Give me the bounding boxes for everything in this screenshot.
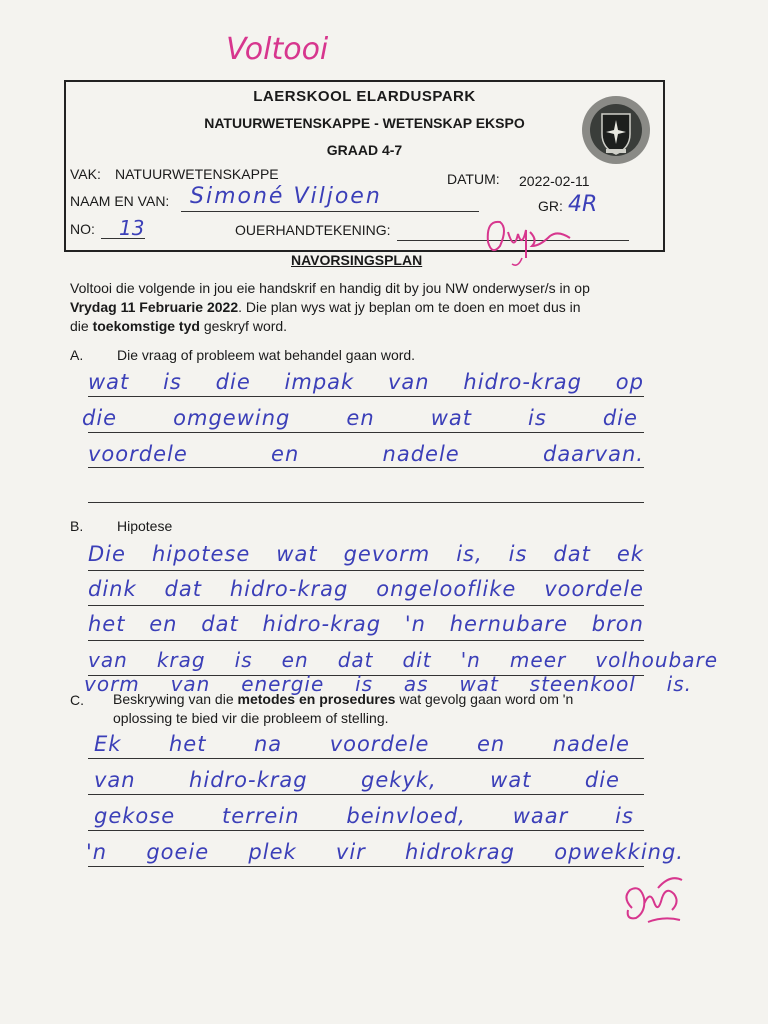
name-value: Simoné Viljoen <box>190 184 382 209</box>
section-c-rule-1 <box>88 758 644 759</box>
handwritten-word: van <box>94 768 136 792</box>
section-c-answer-line-2 <box>94 768 620 792</box>
section-c-answer-line-3 <box>94 804 634 828</box>
handwritten-word: Die <box>88 542 126 566</box>
name-line <box>181 211 479 212</box>
handwritten-word: is <box>163 370 182 394</box>
handwritten-word: van <box>88 648 128 672</box>
section-a-rule-3 <box>88 467 644 468</box>
handwritten-word: hidrokrag <box>405 840 515 864</box>
parent-signature-label: OUERHANDTEKENING: <box>235 222 391 238</box>
handwritten-word: en <box>476 732 506 756</box>
handwritten-word: van <box>170 672 211 696</box>
number-value: 13 <box>119 216 145 240</box>
handwritten-word: voordele <box>329 732 430 756</box>
handwritten-word: die <box>584 768 620 792</box>
handwritten-word: is, <box>456 542 483 566</box>
handwritten-word: is. <box>666 672 692 696</box>
subject-value: NATUURWETENSKAPPE <box>115 166 279 182</box>
handwritten-word: is <box>615 804 634 828</box>
handwritten-word: goeie <box>146 840 210 864</box>
handwritten-word: gekose <box>94 804 176 828</box>
section-a-prompt: Die vraag of probleem wat behandel gaan word. <box>117 347 416 363</box>
school-crest-icon <box>580 94 652 166</box>
handwritten-word: dink <box>88 577 137 601</box>
handwritten-word: het <box>168 732 207 756</box>
handwritten-word: omgewing <box>173 406 291 430</box>
intro-line-3-start: die <box>70 318 93 334</box>
section-b-answer-line-2 <box>88 577 644 601</box>
intro-line-3-end: geskryf word. <box>199 318 288 334</box>
handwritten-word: en <box>271 442 300 466</box>
handwritten-word: hidro-krag <box>463 370 582 394</box>
section-c-prompt-bold: metodes en prosedures <box>237 691 396 707</box>
handwritten-word: wat <box>430 406 472 430</box>
handwritten-word: dat <box>164 577 202 601</box>
handwritten-word: nadele <box>552 732 630 756</box>
handwritten-word: voordele <box>544 577 644 601</box>
date-value: 2022-02-11 <box>519 173 590 189</box>
handwritten-word: is <box>355 672 374 696</box>
section-a-answer-line-3 <box>88 442 644 466</box>
plan-title: NAVORSINGSPLAN <box>291 252 423 268</box>
handwritten-word: steenkool <box>529 672 636 696</box>
section-c-rule-3 <box>88 830 644 831</box>
handwritten-word: plek <box>248 840 297 864</box>
handwritten-word: hernubare <box>449 612 568 636</box>
handwritten-word: 'n <box>460 648 481 672</box>
handwritten-word: gekyk, <box>361 768 437 792</box>
grade-range: GRAAD 4-7 <box>326 142 403 158</box>
handwritten-word: en <box>346 406 375 430</box>
handwritten-word: krag <box>156 648 206 672</box>
handwritten-word: die <box>602 406 638 430</box>
teacher-initials-icon <box>618 868 698 938</box>
handwritten-word: is <box>234 648 253 672</box>
handwritten-word: terrein <box>222 804 300 828</box>
intro-line-1: Voltooi die volgende in jou eie handskrif en handig dit by jou NW onderwyser/s in op <box>70 280 590 296</box>
section-a-rule-1 <box>88 396 644 397</box>
handwritten-word: wat <box>88 370 130 394</box>
handwritten-word: is <box>528 406 547 430</box>
grade-label: GR: <box>538 198 563 214</box>
number-label: NO: <box>70 221 95 237</box>
section-a-rule-4 <box>88 502 644 503</box>
handwritten-word: wat <box>490 768 532 792</box>
top-note: Voltooi <box>226 32 329 67</box>
handwritten-word: dat <box>201 612 239 636</box>
handwritten-word: daarvan. <box>542 442 644 466</box>
handwritten-word: Ek <box>94 732 122 756</box>
handwritten-word: wat <box>459 672 499 696</box>
parent-signature-icon <box>478 212 578 272</box>
handwritten-word: wat <box>276 542 318 566</box>
intro-future-tense: toekomstige tyd <box>92 318 200 334</box>
section-b-letter: B. <box>70 518 84 534</box>
handwritten-word: dat <box>553 542 591 566</box>
section-c-rule-4 <box>88 866 644 867</box>
section-b-prompt: Hipotese <box>117 518 173 534</box>
section-b-rule-3 <box>88 640 644 641</box>
intro-line-2-rest: . Die plan wys wat jy beplan om te doen en moet dus in <box>238 299 581 315</box>
section-c-prompt <box>113 690 653 728</box>
handwritten-word: hidro-krag <box>189 768 308 792</box>
handwritten-word: energie <box>241 672 325 696</box>
section-b-rule-1 <box>88 570 644 571</box>
handwritten-word: beinvloed, <box>346 804 466 828</box>
section-b-answer-line-3 <box>88 612 644 636</box>
handwritten-word: hidro-krag <box>229 577 349 601</box>
handwritten-word: gevorm <box>343 542 431 566</box>
section-b-rule-2 <box>88 605 644 606</box>
handwritten-word: 'n <box>86 840 108 864</box>
section-c-rule-2 <box>88 794 644 795</box>
section-a-rule-2 <box>88 432 644 433</box>
handwritten-word: het <box>88 612 126 636</box>
grade-value: 4R <box>568 192 598 217</box>
handwritten-word: dit <box>402 648 432 672</box>
handwritten-word: ek <box>616 542 644 566</box>
intro-paragraph <box>70 279 670 336</box>
name-label: NAAM EN VAN: <box>70 193 170 209</box>
section-c-prompt-line-2: oplossing te bied vir die probleem of stelling. <box>113 710 389 726</box>
handwritten-word: nadele <box>382 442 460 466</box>
handwritten-word: as <box>403 672 429 696</box>
handwritten-word: waar <box>512 804 569 828</box>
section-a-answer-line-1 <box>88 370 644 394</box>
expo-title: NATUURWETENSKAPPE - WETENSKAP EKSPO <box>204 115 525 131</box>
section-c-letter: C. <box>70 692 84 708</box>
section-c-prompt-start: Beskrywing van die <box>113 691 238 707</box>
subject-label: VAK: <box>70 166 101 182</box>
section-c-prompt-end: wat gevolg gaan word om 'n <box>395 691 574 707</box>
intro-deadline: Vrydag 11 Februarie 2022 <box>70 299 239 315</box>
handwritten-word: impak <box>284 370 355 394</box>
handwritten-word: dat <box>337 648 374 672</box>
handwritten-word: van <box>388 370 430 394</box>
handwritten-word: en <box>281 648 309 672</box>
handwritten-word: is <box>508 542 528 566</box>
section-c-prompt-line-1 <box>113 690 653 709</box>
handwritten-word: meer <box>509 648 567 672</box>
handwritten-word: 'n <box>404 612 426 636</box>
intro-line-3 <box>70 317 670 336</box>
handwritten-word: vir <box>335 840 366 864</box>
handwritten-word: volhoubare <box>595 648 718 672</box>
section-a-letter: A. <box>70 347 84 363</box>
handwritten-word: hipotese <box>151 542 251 566</box>
handwritten-word: hidro-krag <box>262 612 382 636</box>
handwritten-word: en <box>149 612 178 636</box>
handwritten-word: ongelooflike <box>376 577 517 601</box>
handwritten-word: na <box>253 732 283 756</box>
section-c-answer-line-1 <box>94 732 630 756</box>
date-label: DATUM: <box>447 171 500 187</box>
section-c-answer-line-4 <box>86 840 684 864</box>
handwritten-word: op <box>615 370 644 394</box>
handwritten-word: bron <box>591 612 644 636</box>
section-a-answer-line-2 <box>82 406 638 430</box>
section-b-answer-line-1 <box>88 542 644 566</box>
handwritten-word: opwekking. <box>554 840 684 864</box>
handwritten-word: die <box>82 406 118 430</box>
handwritten-word: die <box>215 370 251 394</box>
handwritten-word: voordele <box>88 442 188 466</box>
handwritten-word: vorm <box>84 672 140 696</box>
school-name: LAERSKOOL ELARDUSPARK <box>253 88 476 105</box>
section-b-answer-line-4 <box>88 648 718 672</box>
intro-line-2 <box>70 298 670 317</box>
